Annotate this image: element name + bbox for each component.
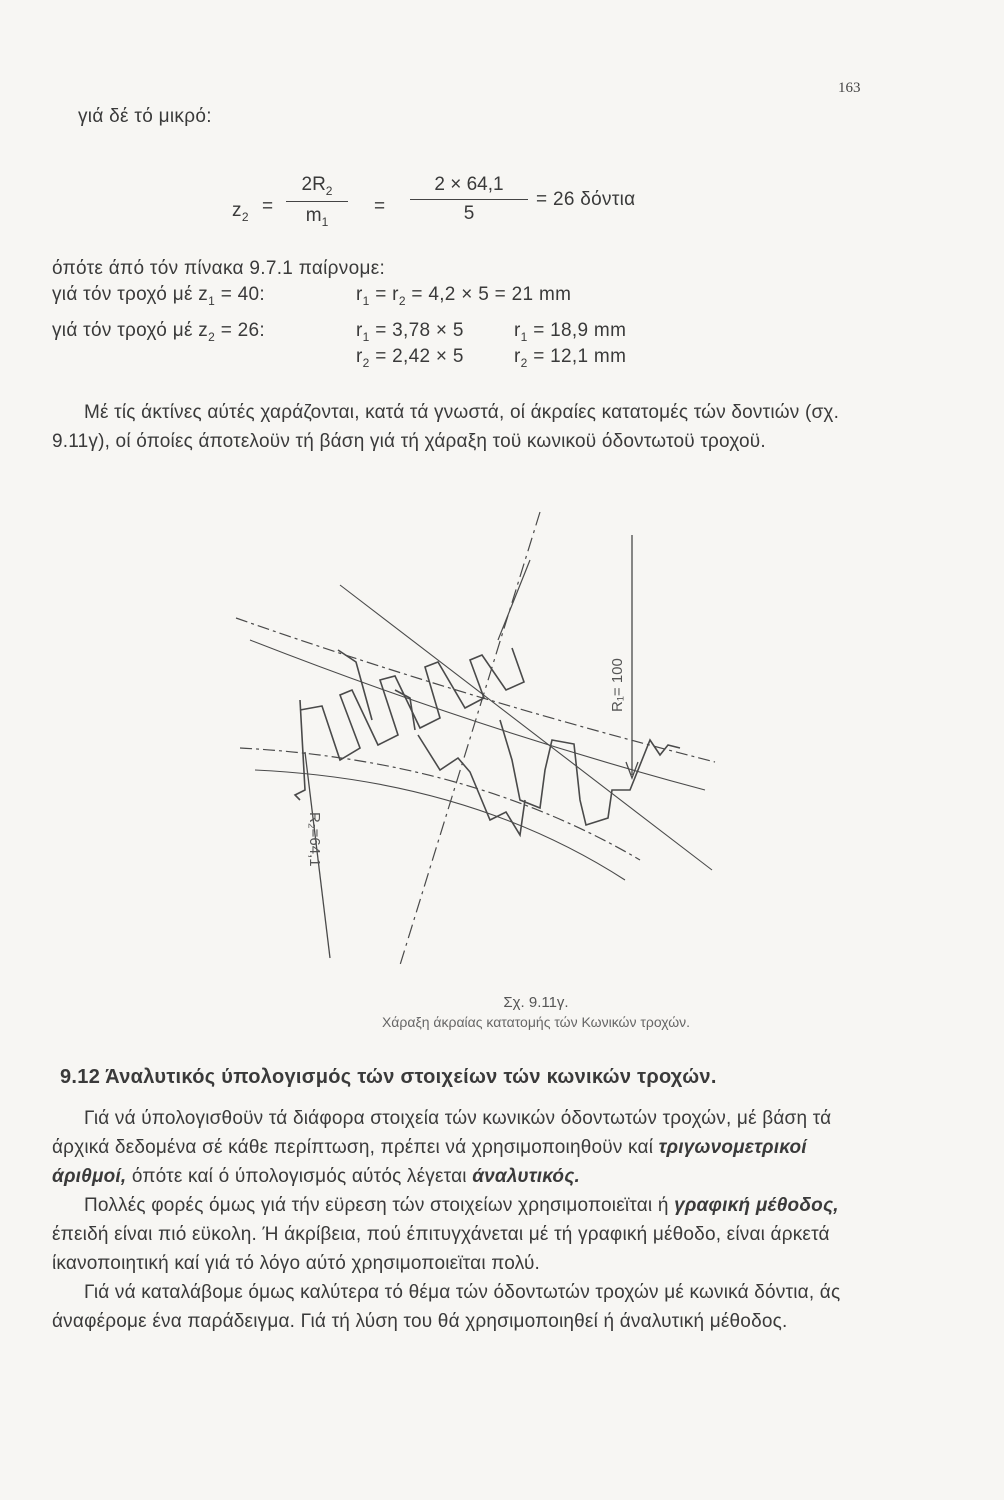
lhs-sub: 2 xyxy=(241,209,249,224)
p2-s3: Πολλές φορές όμως γιά τήν εϋρεση τών στοιχείων χρησιμοποιεϊται ή xyxy=(84,1195,675,1216)
row1-r2-sub: 2 xyxy=(398,293,406,308)
formula-result: = 26 δόντια xyxy=(536,189,636,210)
frac1-den-sub: 1 xyxy=(321,214,329,229)
tooth-edge-2 xyxy=(395,690,415,730)
row2-l2-res-var: r xyxy=(514,346,521,367)
root-arc-large xyxy=(250,640,705,790)
row2-l2-calc: = 2,42 × 5 xyxy=(369,346,464,367)
row2-l1-res-val: = 18,9 mm xyxy=(527,320,627,341)
pitch-arc-large xyxy=(236,618,715,762)
paragraph-2-a xyxy=(52,1104,882,1191)
figure-caption-text: Χάραξη άκραίας κατατομής τών Κωνικών τροχών. xyxy=(381,1014,691,1030)
paragraph-2-b xyxy=(52,1191,882,1278)
formula-eq2: = xyxy=(374,196,386,217)
row1-label-tail: = 40: xyxy=(215,284,265,305)
frac1-num-sub: 2 xyxy=(325,183,333,198)
center-line-2 xyxy=(498,560,530,640)
row2-l2-res-val: = 12,1 mm xyxy=(527,346,627,367)
p2-s2: όπότε καί ό ύπολογισμός αύτός λέγεται xyxy=(126,1166,473,1187)
figure-caption-number: Σχ. 9.11γ. xyxy=(503,994,569,1011)
frac1-num-text: 2R xyxy=(301,174,326,195)
label-r2: R₂=64,1 xyxy=(306,812,323,867)
fraction-2-den: 5 xyxy=(463,203,475,224)
row2-label-sub: 2 xyxy=(208,329,216,344)
p2-b3: γραφική μέθοδος, xyxy=(674,1195,839,1216)
teeth-row-lower xyxy=(500,720,680,825)
row1-r2: = r xyxy=(369,284,399,305)
row2-l1-res-var: r xyxy=(514,320,521,341)
row2-l1-calc: = 3,78 × 5 xyxy=(369,320,464,341)
teeth-row-upper xyxy=(300,648,524,760)
formula-eq1: = xyxy=(262,196,274,217)
pitch-arc-small xyxy=(240,748,640,860)
row1-label-sub: 1 xyxy=(208,293,216,308)
lhs-var: z xyxy=(232,200,242,221)
tooth-edge-1 xyxy=(338,650,372,720)
row1-value: = 4,2 × 5 = 21 mm xyxy=(405,284,572,305)
row2-l1-res-sub: 1 xyxy=(520,329,528,344)
p2-b1: τριγωνομετρικοί άριθμοί, xyxy=(52,1137,807,1187)
tooth-outline-1 xyxy=(295,700,305,800)
intro-line: γιά δέ τό μικρό: xyxy=(78,106,212,127)
row1-r1-sub: 1 xyxy=(362,293,370,308)
p2-s4: έπειδή είναι πιό εϋκολη. Ή άκρίβεια, πού έπιτυγχάνεται μέ τή γραφική μέθοδο, είναι άρκετά ίκανοποιητική καί γιά τό λόγο αύτό χρησιμοποιεϊται πολύ. xyxy=(52,1224,830,1274)
p2-b2: άναλυτικός. xyxy=(472,1166,581,1187)
paragraph-2 xyxy=(52,1104,882,1336)
page-number: 163 xyxy=(838,80,861,96)
p2-s1: Γιά νά ύπολογισθοϋν τά διάφορα στοιχεία τών κωνικών όδοντωτών τροχών, μέ βάση τά άρχικά δεδομένα σέ κάθε περίπτωση, πρέπει νά χρησιμοποιηθοϋν καί xyxy=(52,1108,832,1158)
row2-l1-var: r xyxy=(356,320,363,341)
section-heading: 9.12 Άναλυτικός ύπολογισμός τών στοιχείων τών κωνικών τροχών. xyxy=(60,1066,717,1088)
row2-l2-var: r xyxy=(356,346,363,367)
label-r1: R₁= 100 xyxy=(609,658,626,712)
row2-l1-var-sub: 1 xyxy=(362,329,370,344)
row1-r1: r xyxy=(356,284,363,305)
row2-l2-var-sub: 2 xyxy=(362,355,370,370)
paragraph-2-c: Γιά νά καταλάβομε όμως καλύτερα τό θέμα τών όδοντωτών τροχών μέ κωνικά δόντια, άς άναφέρομε ένα παράδειγμα. Γιά τή λύση του θά χρησιμοποιηθεί ή άναλυτική μέθοδος. xyxy=(52,1282,841,1332)
frac1-den-text: m xyxy=(305,204,322,226)
table-line: όπότε άπό τόν πίνακα 9.7.1 παίρνομε: xyxy=(52,258,386,279)
fraction-2-num: 2 × 64,1 xyxy=(434,174,504,195)
row2-label-text: γιά τόν τροχό μέ z xyxy=(52,320,209,341)
row1-label-text: γιά τόν τροχό μέ z xyxy=(52,284,209,305)
paragraph-1-text: Μέ τίς άκτίνες αύτές χαράζονται, κατά τά γνωστά, οί άκραίες κατατομές τών δοντιών (σχ. 9.11γ), οί όποίες άποτελοϋν τή βάση γιά τή χάραξη τοϋ κωνικοϋ όδοντωτοϋ τροχοϋ. xyxy=(52,402,840,452)
row2-label-tail: = 26: xyxy=(215,320,265,341)
row2-l2-res-sub: 2 xyxy=(520,355,528,370)
